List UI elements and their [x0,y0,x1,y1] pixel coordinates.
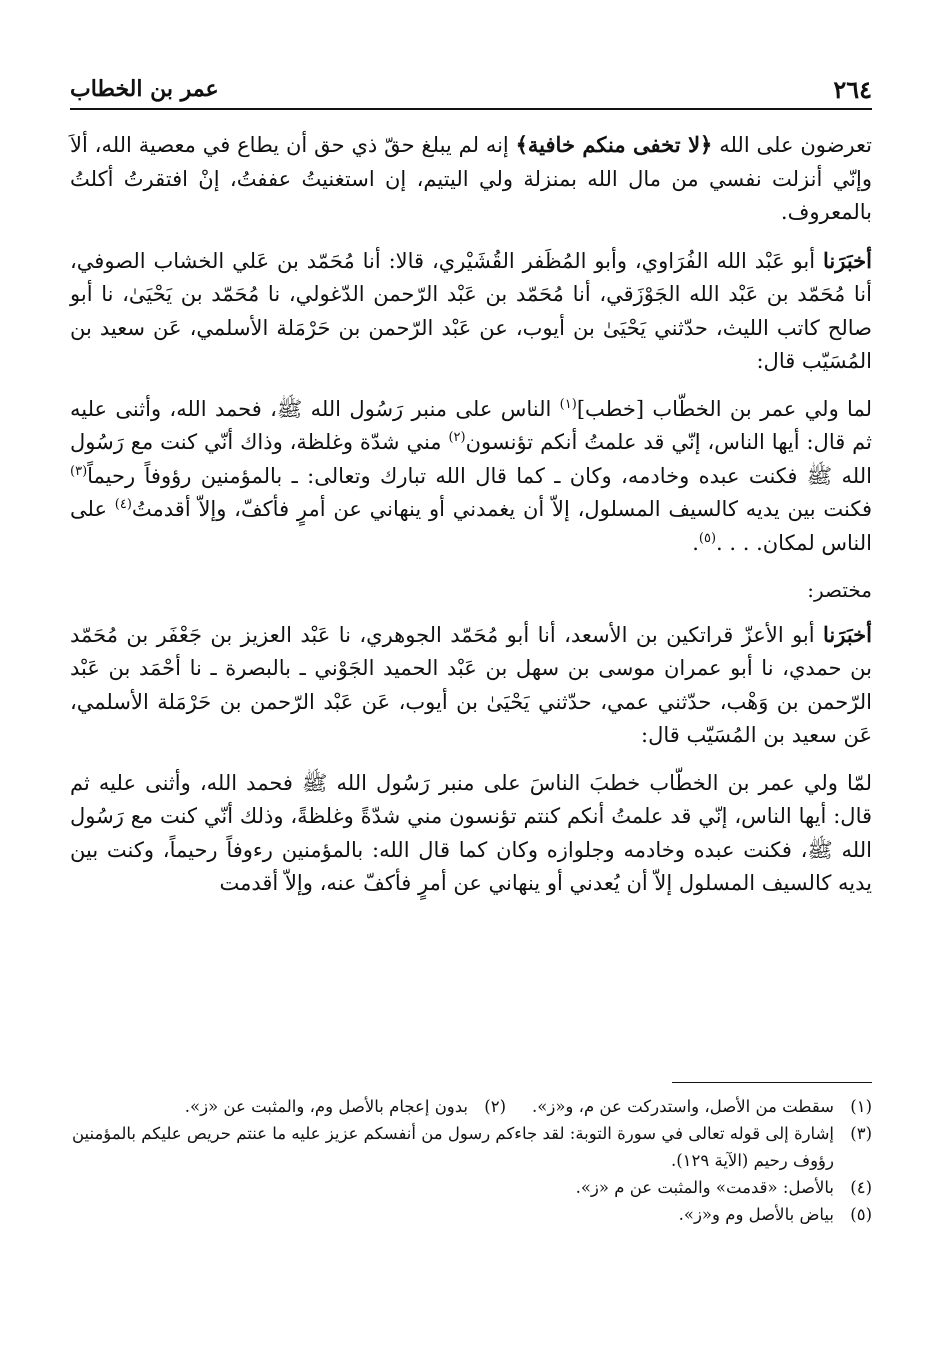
paragraph-4-isnad [70,618,872,753]
quran-quote: ﴿لا تخفى منكم خافية﴾ [515,132,713,157]
footnote-3-text: إشارة إلى قوله تعالى في سورة التوبة: لقد جاءكم رسول من أنفسكم عزيز عليه ما عنتم حريص عليكم بالمؤمنين رؤوف رحيم (الآية ١٢٩). [71,1124,834,1170]
page-header [70,70,872,110]
page-number: ٢٦٤ [833,74,872,104]
footnote-5 [70,1201,872,1228]
paragraph-1-after-quran: إنه لم يبلغ حقّ ذي حق أن يطاع في معصية الله، ألاَ وإنّي أنزلت نفسي من مال الله بمنزلة ولي اليتيم، إن استغنيتُ عففتُ، إنْ افتقرتُ أكلتُ بالمعروف. [70,133,872,224]
footnote-3-number: (٣) [850,1124,872,1143]
footnote-5-number: (٥) [850,1205,872,1224]
footnotes-section [70,1082,872,1228]
paragraph-5-narration [70,767,872,901]
paragraph-2-text: أبو عَبْد الله الفُرَاوي، وأبو المُظَفر القُشَيْري، قالا: أنا مُحَمّد بن عَلي الخشاب الصوفي، أنا مُحَمّد بن عَبْد الله الجَوْزَقي، أنا مُحَمّد بن عَبْد الرّحمن الدّغولي، نا مُحَمّد بن يَحْيَىٰ، نا أبو صالح كاتب الليث، حدّثني يَحْيَىٰ بن أيوب، عن عَبْد الرّحمن بن حَرْمَلة الأسلمي، عَن سعيد بن المُسَيّب قال: [70,248,872,373]
main-text [70,128,872,915]
footnote-ref-5: (٥) [698,530,717,546]
footnote-1-text: سقطت من الأصل، واستدركت عن م، و«ز». [532,1097,834,1116]
paragraph-3-part-4: فكنت بين يديه كالسيف المسلول، إلاّ أن يغمدني أو ينهاني عن أمرٍ فأكفّ، وإلاّ أقدمتُ [131,497,872,521]
footnote-2-text: بدون إعجام بالأصل وم، والمثبت عن «ز». [184,1097,469,1116]
footnote-ref-4: (٤) [114,497,132,512]
paragraph-5-text: لمّا ولي عمر بن الخطّاب خطبَ الناسَ على منبر رَسُول الله ﷺ فحمد الله، وأثنى عليه ثم قال: أيها الناس، إنّي قد علمتُ أنكم كنتم تؤنسون مني شدّةً وغلظةً، وذلك أنّي كنت مع رَسُول الله ﷺ، فكنت عبده وخادمه وجلوازه وكان كما قال الله: بالمؤمنين رءوفاً رحيماً، وكنت بين يديه كالسيف المسلول إلاّ أن يُعدني أو ينهاني عن أمرٍ فأكفّ عنه، وإلاّ أقدمت [70,770,872,895]
paragraph-3-narration [70,393,872,561]
running-title: عمر بن الخطاب [70,76,219,102]
paragraph-1 [70,128,872,230]
paragraph-3-part-1: لما ولي عمر بن الخطّاب [خطب] [576,396,872,421]
footnote-5-text: بياض بالأصل وم و«ز». [678,1205,834,1224]
paragraph-3-part-6: . [692,530,699,555]
footnote-3 [70,1120,872,1174]
paragraph-3-part-5: على الناس لمكان. . . . [70,497,872,555]
footnote-ref-3: (٣) [70,463,88,479]
paragraph-1-before-quran: تعرضون على الله [712,133,873,157]
footnotes-row-1-2 [70,1093,872,1120]
narration-lead-word: أخبَرَنا [823,247,872,273]
paragraph-3-part-3: مني شدّة وغلظة، وذاك أنّي كنت مع رَسُول الله ﷺ فكنت عبده وخادمه، وكان ـ كما قال الله تبارك وتعالى: ـ بالمؤمنين رؤوفاً رحيماً [70,430,872,488]
footnote-4-text: بالأصل: «قدمت» والمثبت عن م «ز». [575,1178,834,1197]
paragraph-4-text: أبو الأعزّ قراتكين بن الأسعد، أنا أبو مُحَمّد الجوهري، نا عَبْد العزيز بن جَعْفَر بن مُحَمّد بن حمدي، نا أبو عمران موسى بن سهل بن عَبْد الحميد الجَوْني ـ بالبصرة ـ نا أحْمَد بن عَبْد الرّحمن بن وَهْب، حدّثني عمي، حدّثني يَحْيَىٰ بن أيوب، عَن عَبْد الرّحمن بن حَرْمَلة الأسلمي، عَن سعيد بن المُسَيّب قال: [70,622,872,747]
footnote-1-number: (١) [850,1097,872,1116]
paragraph-3-part-2: الناس على منبر رَسُول الله ﷺ، فحمد الله، وأثنى عليه ثم قال: أيها الناس، إنّي قد علمتُ أنكم تؤنسون [70,396,872,454]
footnote-1 [532,1093,872,1120]
footnote-ref-2: (٢) [448,430,466,445]
paragraph-2-isnad [70,244,872,379]
footnote-2-number: (٢) [484,1097,507,1116]
label-mukhtasar: مختصر: [807,578,872,602]
footnote-2 [185,1093,506,1120]
footnote-4-number: (٤) [850,1178,872,1197]
footnote-ref-1: (١) [559,396,577,412]
narration-lead-word-2: أخبَرَنا [823,621,872,647]
footnote-4 [70,1174,872,1201]
footnote-divider [672,1082,872,1083]
